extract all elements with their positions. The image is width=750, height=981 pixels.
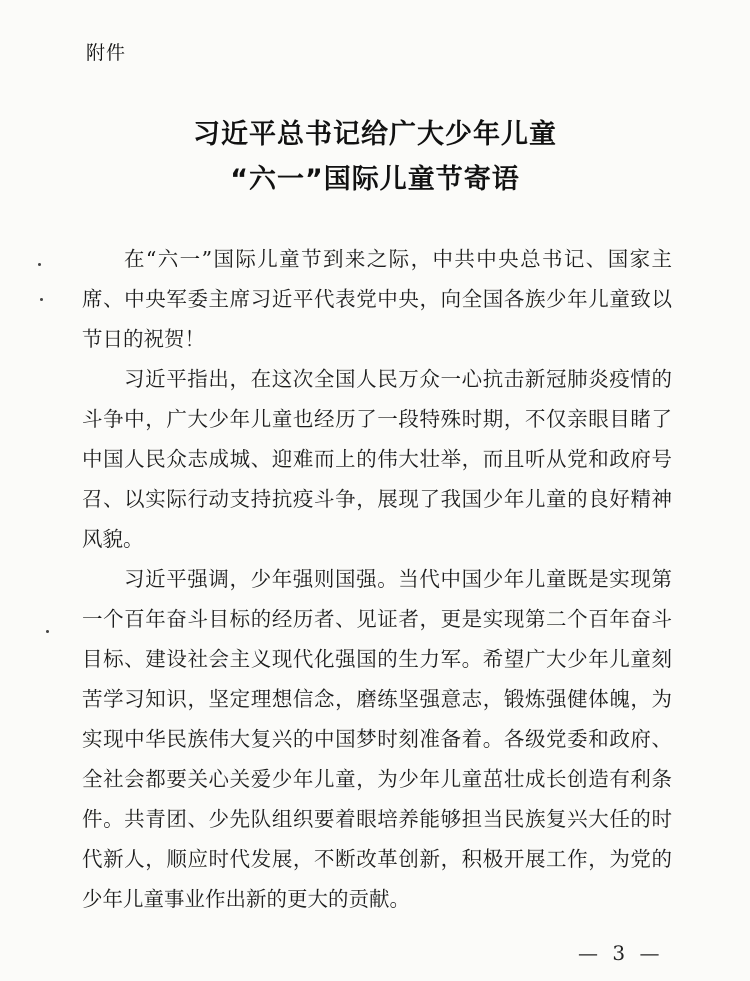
attachment-label: 附件	[86, 42, 127, 64]
document-title-line-2: “六一”国际儿童节寄语	[230, 164, 520, 195]
scan-speck	[40, 298, 43, 301]
body-line-final: 少年儿童事业作出新的更大的贡献。	[82, 887, 410, 911]
body-line: 苦学习知识，坚定理想信念，磨练坚强意志，锻炼强健体魄，为	[82, 687, 672, 711]
body-line: 习近平强调，少年强则国强。当代中国少年儿童既是实现第	[124, 567, 672, 591]
body-line: 件。共青团、少先队组织要着眼培养能够担当民族复兴大任的时	[82, 807, 672, 831]
body-line: 实现中华民族伟大复兴的中国梦时刻准备着。各级党委和政府、	[82, 727, 672, 751]
body-line: 代新人，顺应时代发展，不断改革创新，积极开展工作，为党的	[82, 847, 672, 871]
scan-speck	[38, 263, 41, 266]
document-title-line-1: 习近平总书记给广大少年儿童	[193, 119, 557, 150]
body-line: 目标、建设社会主义现代化强国的生力军。希望广大少年儿童刻	[82, 647, 672, 671]
body-line: 节日的祝贺！	[82, 327, 205, 351]
body-line: 斗争中，广大少年儿童也经历了一段特殊时期，不仅亲眼目睹了	[82, 407, 672, 431]
body-line: 席、中央军委主席习近平代表党中央，向全国各族少年儿童致以	[82, 287, 672, 311]
body-line: 中国人民众志成城、迎难而上的伟大壮举，而且听从党和政府号	[82, 447, 672, 471]
body-line: 在“六一”国际儿童节到来之际，中共中央总书记、国家主	[124, 247, 672, 271]
scan-speck	[46, 630, 49, 633]
page-number: — 3 —	[578, 941, 664, 965]
body-line: 召、以实际行动支持抗疫斗争，展现了我国少年儿童的良好精神	[82, 487, 672, 511]
body-line: 习近平指出，在这次全国人民万众一心抗击新冠肺炎疫情的	[124, 367, 672, 391]
body-line: 一个百年奋斗目标的经历者、见证者，更是实现第二个百年奋斗	[82, 607, 672, 631]
body-line: 全社会都要关心关爱少年儿童，为少年儿童茁壮成长创造有利条	[82, 767, 672, 791]
body-line: 风貌。	[82, 527, 144, 551]
